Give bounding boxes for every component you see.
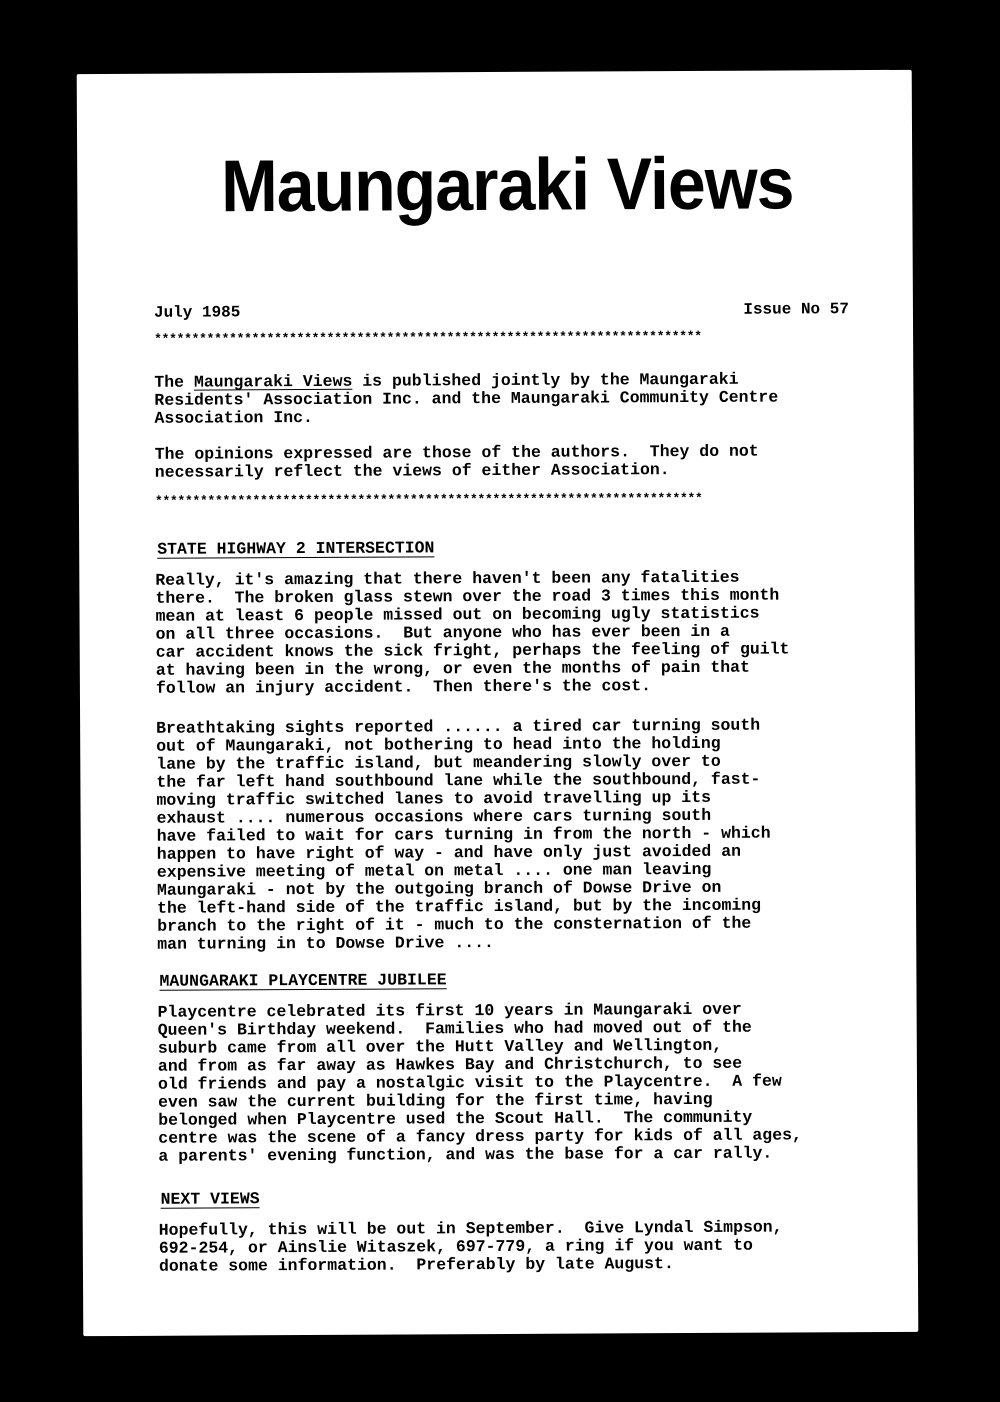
issue-number: Issue No 57 (743, 300, 849, 319)
intro-lead: The (154, 372, 194, 392)
highway-paragraph-2: Breathtaking sights reported ...... a tired car turning south out of Maungaraki, not bothering to head into the holding lane by the traffic island, but meandering slowly over to the far left hand southbound lane while the southbound, fast- moving traffic switched lanes to avoid travelling up its exhaust .... numerous occasions where cars turning south have failed to wait for cars turning in from the north - which happen to have right of way - and have only just avoided an expensive meeting of metal on metal .... one man leaving Maungaraki - not by the outgoing branch of Dowse Drive on the left-hand side of the traffic island, but by the incoming branch to the right of it - much to the consternation of the man turning in to Dowse Drive .... (156, 715, 771, 954)
opinions-paragraph: The opinions expressed are those of the authors. They do not necessarily reflect the views of either Association. (154, 441, 759, 482)
masthead-title: Maungaraki Views (220, 142, 794, 228)
issue-date: July 1985 (153, 303, 241, 322)
publication-name: Maungaraki Views (193, 371, 353, 392)
section-heading-playcentre: MAUNGARAKI PLAYCENTRE JUBILEE (159, 970, 447, 991)
highway-paragraph-1: Really, it's amazing that there haven't been any fatalities there. The broken glass stewn over the road 3 times this month mean at least 6 people missed out on becoming ugly statistics on all three occasions. But anyone who has ever been in a car accident knows the sick fright, perhaps the feeling of guilt at having been in the wrong, or even the months of pain that follow an injury accident. Then there's the cost. (155, 567, 790, 698)
divider-top: ************************************************************************* (154, 328, 702, 347)
intro-paragraph (154, 370, 844, 428)
playcentre-paragraph: Playcentre celebrated its first 10 years in Maungaraki over Queen's Birthday weekend. Families who had moved out of the suburb came from all over the Hutt Valley and Wellington, and from as far away as Hawkes Bay and Christchurch, to see old friends and pay a nostalgic visit to the Playcentre. A few even saw the current building for the first time, having belonged when Playcentre used the Scout Hall. The community centre was the scene of a fancy dress party for kids of all ages, a parents' evening function, and was the base for a car rally. (157, 999, 802, 1166)
next-views-paragraph: Hopefully, this will be out in September. Give Lyndal Simpson, 692-254, or Ainslie Witaszek, 697-779, a ring if you want to donate some information. Preferably by late August. (158, 1217, 783, 1276)
section-heading-highway: STATE HIGHWAY 2 INTERSECTION (157, 538, 435, 559)
divider-bottom: ************************************************************************* (154, 490, 703, 509)
intro-rest: is published jointly by the Maungaraki Residents' Association Inc. and the Maungaraki Community Centre Association Inc. (154, 369, 779, 428)
newsletter-page (77, 70, 919, 1336)
section-heading-next-views: NEXT VIEWS (160, 1189, 260, 1209)
